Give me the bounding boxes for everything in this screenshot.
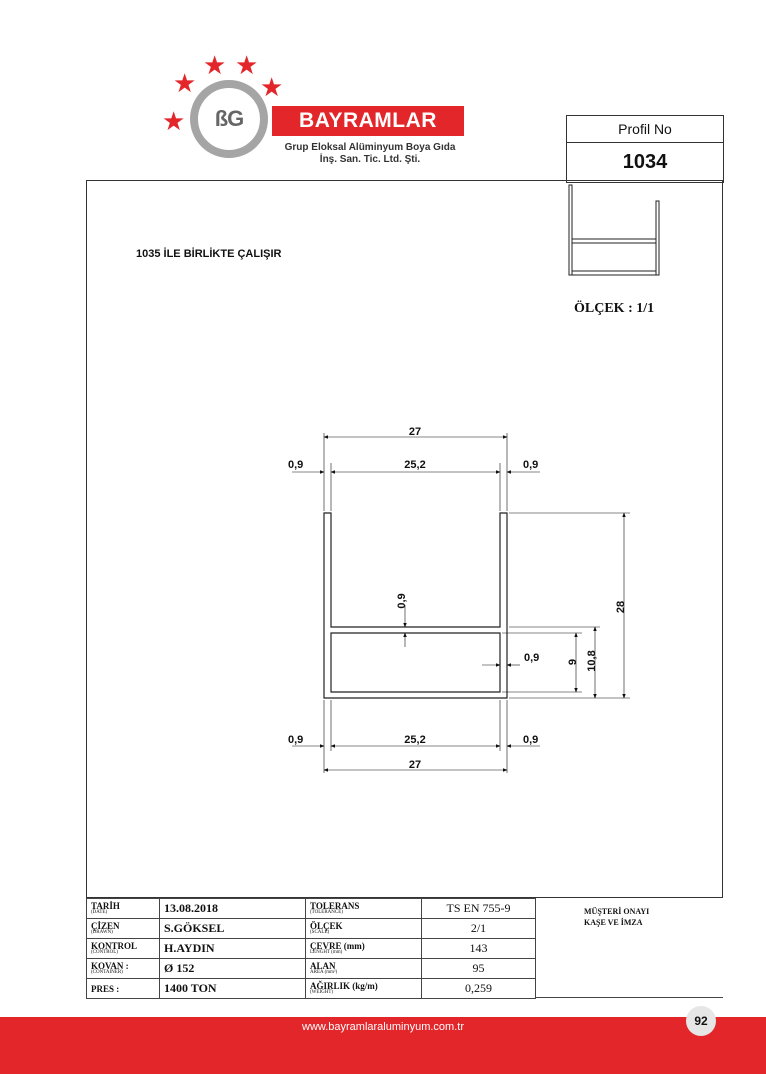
row-value: 1400 TON bbox=[160, 979, 306, 999]
logo-emblem bbox=[190, 80, 268, 158]
row-key: AĞIRLIK (kg/m) bbox=[310, 981, 378, 991]
dim-wall-center: 0,9 bbox=[396, 593, 408, 609]
row-key: KONTROL bbox=[91, 941, 138, 951]
row-key: ALAN bbox=[310, 961, 336, 971]
table-row bbox=[87, 919, 536, 939]
row-key-en: (DATE) bbox=[91, 910, 108, 915]
profile-label: Profil No bbox=[567, 116, 723, 143]
row-value: H.AYDIN bbox=[160, 939, 306, 959]
row-key-en: (SCALE) bbox=[310, 930, 330, 935]
profile-number-box bbox=[566, 115, 724, 183]
row-key: PRES : bbox=[91, 983, 120, 994]
dim-bottom-inner: 25,2 bbox=[404, 734, 426, 746]
row-key-en: LENGHT (mm) bbox=[310, 950, 343, 955]
row-value: Ø 152 bbox=[160, 959, 306, 979]
table-row bbox=[87, 979, 536, 999]
frame-divider bbox=[722, 181, 723, 897]
customer-approval-box bbox=[535, 898, 723, 998]
row-key-en: (WEIGHT) bbox=[310, 990, 334, 995]
approval-title: MÜŞTERİ ONAYI bbox=[584, 907, 650, 916]
star-icon: ★ bbox=[235, 50, 259, 80]
dim-bottom-total: 27 bbox=[408, 759, 422, 771]
dim-height-inner: 9 bbox=[567, 658, 579, 666]
dim-height-total: 28 bbox=[615, 600, 627, 614]
row-key-en: AREA (mm²) bbox=[310, 970, 338, 975]
scale-label: ÖLÇEK : 1/1 bbox=[574, 301, 655, 316]
row-key-en: (TOLERANCE) bbox=[310, 910, 343, 915]
row-value: 0,259 bbox=[422, 979, 536, 999]
table-row bbox=[87, 899, 536, 919]
brand-subtitle-line2: İnş. San. Tic. Ltd. Şti. bbox=[319, 154, 421, 165]
profile-drawing bbox=[270, 415, 650, 775]
brand-subtitle-line1: Grup Eloksal Alüminyum Boya Gıda bbox=[284, 142, 456, 153]
assembly-note: 1035 İLE BİRLİKTE ÇALIŞIR bbox=[136, 248, 282, 260]
star-icon: ★ bbox=[260, 72, 284, 102]
logo-text: ßG bbox=[214, 106, 244, 131]
dim-wall-right: 0,9 bbox=[524, 652, 540, 664]
profile-number: 1034 bbox=[622, 151, 668, 173]
dim-bottom-left: 0,9 bbox=[288, 734, 304, 746]
table-row bbox=[87, 939, 536, 959]
dim-bottom-right: 0,9 bbox=[523, 734, 539, 746]
star-icon: ★ bbox=[162, 106, 186, 136]
table-row bbox=[87, 959, 536, 979]
profile-thumbnail bbox=[560, 183, 670, 278]
row-value: 2/1 bbox=[422, 919, 536, 939]
dim-top-left: 0,9 bbox=[288, 459, 304, 471]
website-link[interactable]: www.bayramlaraluminyum.com.tr bbox=[302, 1021, 464, 1033]
row-key: KOVAN : bbox=[91, 961, 129, 971]
brand-name: BAYRAMLAR bbox=[272, 106, 464, 136]
profile-outline bbox=[324, 513, 507, 698]
dim-top-total: 27 bbox=[408, 426, 422, 438]
row-key-en: (DRAWN) bbox=[91, 930, 113, 935]
row-value: 95 bbox=[422, 959, 536, 979]
row-value: TS EN 755-9 bbox=[422, 899, 536, 919]
approval-subtitle: KAŞE VE İMZA bbox=[584, 918, 643, 927]
row-value: 143 bbox=[422, 939, 536, 959]
row-value: S.GÖKSEL bbox=[160, 919, 306, 939]
row-key: TARİH bbox=[91, 901, 120, 911]
row-key: ÇİZEN bbox=[91, 921, 120, 931]
star-icon: ★ bbox=[203, 50, 227, 80]
row-key-en: (CONTROL) bbox=[91, 950, 118, 955]
dim-top-inner: 25,2 bbox=[404, 459, 426, 471]
row-key: ÇEVRE (mm) bbox=[310, 941, 365, 951]
row-key: ÖLÇEK bbox=[310, 921, 343, 931]
dim-top-right: 0,9 bbox=[523, 459, 539, 471]
page-number: 92 bbox=[686, 1006, 716, 1036]
row-key-en: (CONTAINER) bbox=[91, 970, 123, 975]
row-key: TOLERANS bbox=[310, 901, 360, 911]
brand-subtitle bbox=[272, 142, 468, 166]
dim-height-bottom: 10,8 bbox=[586, 650, 598, 672]
star-icon: ★ bbox=[173, 68, 197, 98]
row-value: 13.08.2018 bbox=[160, 899, 306, 919]
